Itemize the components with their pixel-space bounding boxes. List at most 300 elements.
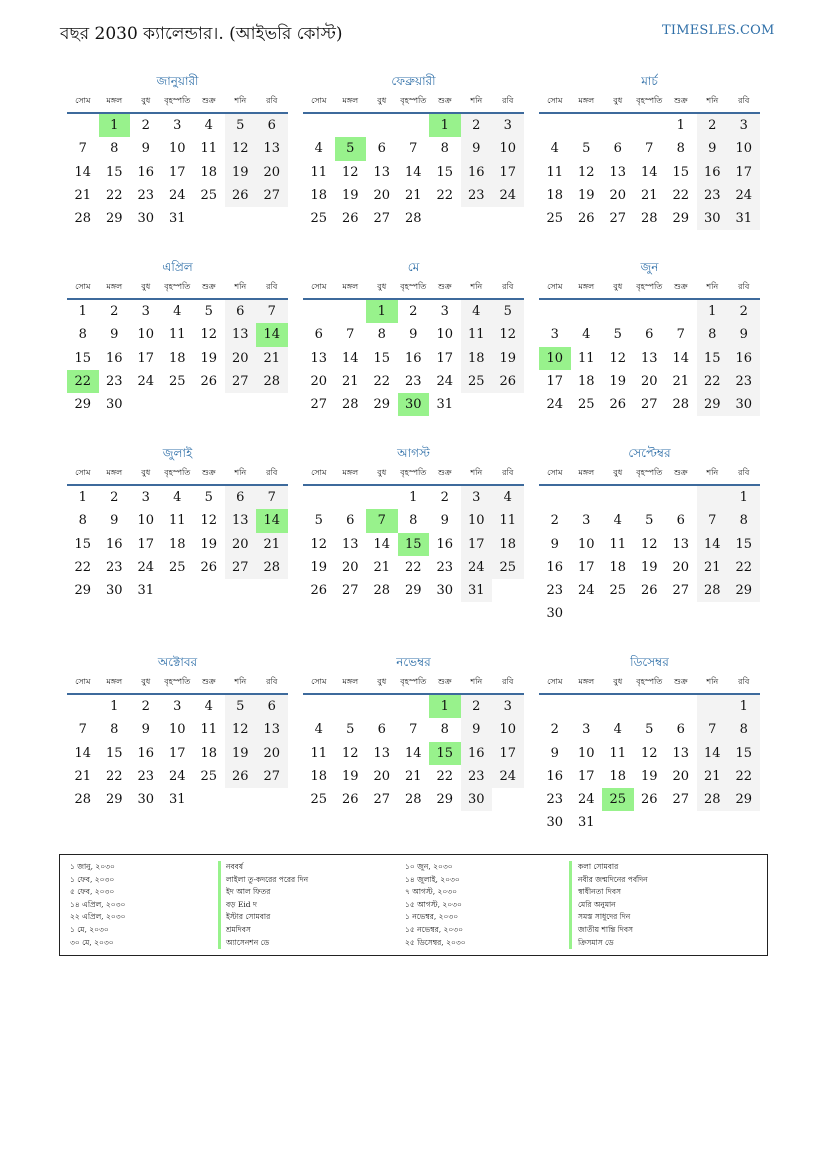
day-cell[interactable]: 29 (105, 211, 123, 227)
day-cell[interactable]: 12 (577, 164, 595, 180)
day-cell[interactable]: 17 (577, 768, 595, 784)
day-cell[interactable]: 18 (609, 559, 627, 575)
day-cell[interactable]: 6 (225, 300, 257, 323)
day-cell[interactable]: 7 (256, 486, 288, 509)
holiday-day-cell[interactable]: 22 (67, 370, 99, 393)
day-cell[interactable]: 12 (225, 718, 257, 741)
day-cell[interactable]: 27 (225, 556, 257, 579)
day-cell[interactable]: 14 (404, 745, 422, 761)
day-cell[interactable]: 30 (137, 792, 155, 808)
day-cell[interactable]: 24 (168, 768, 186, 784)
day-cell[interactable]: 17 (577, 559, 595, 575)
day-cell[interactable]: 16 (404, 350, 422, 366)
day-cell[interactable]: 28 (373, 583, 391, 599)
day-cell[interactable]: 17 (492, 161, 524, 184)
holiday-day-cell[interactable]: 14 (256, 323, 288, 346)
day-cell[interactable]: 15 (436, 164, 454, 180)
day-cell[interactable]: 28 (404, 211, 422, 227)
day-cell[interactable]: 9 (461, 718, 493, 741)
day-cell[interactable]: 13 (256, 137, 288, 160)
day-cell[interactable]: 25 (310, 211, 328, 227)
day-cell[interactable]: 14 (697, 533, 729, 556)
day-cell[interactable]: 2 (461, 114, 493, 137)
day-cell[interactable]: 2 (141, 118, 150, 133)
day-cell[interactable]: 5 (225, 695, 257, 718)
holiday-day-cell[interactable]: 14 (256, 509, 288, 532)
day-cell[interactable]: 24 (546, 397, 564, 413)
day-cell[interactable]: 28 (74, 211, 92, 227)
day-cell[interactable]: 21 (404, 768, 422, 784)
day-cell[interactable]: 2 (110, 304, 119, 319)
day-cell[interactable]: 5 (204, 304, 213, 319)
day-cell[interactable]: 14 (404, 164, 422, 180)
day-cell[interactable]: 13 (609, 164, 627, 180)
day-cell[interactable]: 14 (373, 536, 391, 552)
day-cell[interactable]: 26 (640, 792, 658, 808)
day-cell[interactable]: 8 (440, 722, 449, 738)
day-cell[interactable]: 12 (310, 536, 328, 552)
holiday-day-cell[interactable]: 10 (539, 347, 571, 370)
day-cell[interactable]: 9 (110, 513, 119, 529)
day-cell[interactable]: 26 (310, 583, 328, 599)
day-cell[interactable]: 6 (314, 327, 323, 343)
day-cell[interactable]: 22 (105, 187, 123, 203)
day-cell[interactable]: 3 (173, 699, 182, 714)
day-cell[interactable]: 20 (373, 187, 391, 203)
day-cell[interactable]: 1 (110, 699, 119, 714)
day-cell[interactable]: 8 (697, 323, 729, 346)
day-cell[interactable]: 15 (74, 350, 92, 366)
day-cell[interactable]: 27 (256, 184, 288, 207)
day-cell[interactable]: 18 (577, 373, 595, 389)
day-cell[interactable]: 14 (74, 745, 92, 761)
day-cell[interactable]: 3 (582, 722, 591, 738)
day-cell[interactable]: 11 (310, 745, 328, 761)
day-cell[interactable]: 10 (492, 137, 524, 160)
day-cell[interactable]: 15 (728, 533, 760, 556)
day-cell[interactable]: 24 (168, 187, 186, 203)
day-cell[interactable]: 7 (78, 722, 87, 738)
day-cell[interactable]: 29 (74, 397, 92, 413)
day-cell[interactable]: 9 (141, 722, 150, 738)
day-cell[interactable]: 14 (341, 350, 359, 366)
day-cell[interactable]: 10 (577, 536, 595, 552)
day-cell[interactable]: 27 (640, 397, 658, 413)
day-cell[interactable]: 29 (697, 393, 729, 416)
day-cell[interactable]: 3 (440, 304, 449, 319)
day-cell[interactable]: 11 (168, 513, 186, 529)
day-cell[interactable]: 2 (697, 114, 729, 137)
day-cell[interactable]: 15 (105, 164, 123, 180)
day-cell[interactable]: 19 (225, 161, 257, 184)
day-cell[interactable]: 4 (613, 722, 622, 738)
day-cell[interactable]: 28 (341, 397, 359, 413)
day-cell[interactable]: 19 (640, 559, 658, 575)
day-cell[interactable]: 23 (461, 765, 493, 788)
day-cell[interactable]: 31 (728, 207, 760, 230)
day-cell[interactable]: 7 (645, 141, 654, 157)
day-cell[interactable]: 2 (440, 490, 449, 505)
day-cell[interactable]: 18 (200, 164, 218, 180)
day-cell[interactable]: 22 (697, 370, 729, 393)
day-cell[interactable]: 1 (78, 490, 87, 505)
day-cell[interactable]: 22 (404, 559, 422, 575)
day-cell[interactable]: 25 (168, 559, 186, 575)
day-cell[interactable]: 15 (672, 164, 690, 180)
day-cell[interactable]: 24 (728, 184, 760, 207)
day-cell[interactable]: 4 (173, 490, 182, 505)
day-cell[interactable]: 29 (436, 792, 454, 808)
day-cell[interactable]: 25 (577, 397, 595, 413)
day-cell[interactable]: 26 (341, 211, 359, 227)
day-cell[interactable]: 6 (645, 327, 654, 343)
day-cell[interactable]: 16 (137, 164, 155, 180)
day-cell[interactable]: 4 (582, 327, 591, 343)
day-cell[interactable]: 22 (728, 556, 760, 579)
day-cell[interactable]: 1 (78, 304, 87, 319)
day-cell[interactable]: 30 (546, 815, 564, 831)
day-cell[interactable]: 17 (436, 350, 454, 366)
day-cell[interactable]: 13 (225, 509, 257, 532)
day-cell[interactable]: 13 (373, 745, 391, 761)
day-cell[interactable]: 19 (200, 536, 218, 552)
day-cell[interactable]: 3 (461, 486, 493, 509)
day-cell[interactable]: 19 (492, 347, 524, 370)
day-cell[interactable]: 12 (200, 327, 218, 343)
day-cell[interactable]: 26 (341, 792, 359, 808)
day-cell[interactable]: 9 (409, 327, 418, 343)
day-cell[interactable]: 17 (168, 745, 186, 761)
day-cell[interactable]: 2 (728, 300, 760, 323)
holiday-day-cell[interactable]: 30 (398, 393, 430, 416)
day-cell[interactable]: 18 (492, 533, 524, 556)
day-cell[interactable]: 4 (613, 513, 622, 529)
day-cell[interactable]: 22 (105, 768, 123, 784)
day-cell[interactable]: 18 (609, 768, 627, 784)
day-cell[interactable]: 13 (341, 536, 359, 552)
day-cell[interactable]: 13 (256, 718, 288, 741)
day-cell[interactable]: 6 (676, 722, 685, 738)
day-cell[interactable]: 16 (105, 536, 123, 552)
day-cell[interactable]: 29 (728, 579, 760, 602)
day-cell[interactable]: 6 (377, 722, 386, 738)
day-cell[interactable]: 18 (546, 187, 564, 203)
day-cell[interactable]: 28 (697, 579, 729, 602)
day-cell[interactable]: 11 (577, 350, 595, 366)
day-cell[interactable]: 7 (697, 509, 729, 532)
day-cell[interactable]: 27 (672, 792, 690, 808)
day-cell[interactable]: 7 (676, 327, 685, 343)
day-cell[interactable]: 14 (74, 164, 92, 180)
day-cell[interactable]: 13 (373, 164, 391, 180)
day-cell[interactable]: 22 (373, 373, 391, 389)
day-cell[interactable]: 9 (728, 323, 760, 346)
holiday-day-cell[interactable]: 1 (99, 114, 131, 137)
day-cell[interactable]: 27 (373, 211, 391, 227)
holiday-day-cell[interactable]: 1 (366, 300, 398, 323)
day-cell[interactable]: 20 (672, 768, 690, 784)
day-cell[interactable]: 2 (409, 304, 418, 319)
day-cell[interactable]: 28 (697, 788, 729, 811)
day-cell[interactable]: 6 (346, 513, 355, 529)
day-cell[interactable]: 9 (440, 513, 449, 529)
day-cell[interactable]: 21 (697, 556, 729, 579)
day-cell[interactable]: 23 (137, 187, 155, 203)
day-cell[interactable]: 7 (697, 718, 729, 741)
day-cell[interactable]: 5 (204, 490, 213, 505)
day-cell[interactable]: 14 (672, 350, 690, 366)
day-cell[interactable]: 12 (609, 350, 627, 366)
day-cell[interactable]: 2 (110, 490, 119, 505)
day-cell[interactable]: 13 (672, 745, 690, 761)
day-cell[interactable]: 21 (256, 533, 288, 556)
day-cell[interactable]: 4 (461, 300, 493, 323)
day-cell[interactable]: 17 (546, 373, 564, 389)
day-cell[interactable]: 4 (314, 141, 323, 157)
day-cell[interactable]: 13 (225, 323, 257, 346)
day-cell[interactable]: 6 (256, 695, 288, 718)
day-cell[interactable]: 26 (492, 370, 524, 393)
day-cell[interactable]: 23 (137, 768, 155, 784)
holiday-day-cell[interactable]: 7 (366, 509, 398, 532)
day-cell[interactable]: 19 (609, 373, 627, 389)
day-cell[interactable]: 9 (697, 137, 729, 160)
day-cell[interactable]: 22 (436, 768, 454, 784)
day-cell[interactable]: 8 (78, 327, 87, 343)
day-cell[interactable]: 1 (676, 118, 685, 133)
day-cell[interactable]: 17 (492, 742, 524, 765)
day-cell[interactable]: 6 (225, 486, 257, 509)
day-cell[interactable]: 8 (377, 327, 386, 343)
day-cell[interactable]: 12 (341, 745, 359, 761)
day-cell[interactable]: 25 (200, 768, 218, 784)
day-cell[interactable]: 31 (168, 792, 186, 808)
day-cell[interactable]: 12 (640, 745, 658, 761)
day-cell[interactable]: 29 (728, 788, 760, 811)
day-cell[interactable]: 26 (577, 211, 595, 227)
day-cell[interactable]: 16 (461, 161, 493, 184)
day-cell[interactable]: 21 (341, 373, 359, 389)
day-cell[interactable]: 12 (492, 323, 524, 346)
day-cell[interactable]: 17 (461, 533, 493, 556)
day-cell[interactable]: 6 (613, 141, 622, 157)
day-cell[interactable]: 8 (110, 141, 119, 157)
day-cell[interactable]: 12 (200, 513, 218, 529)
day-cell[interactable]: 22 (74, 559, 92, 575)
day-cell[interactable]: 4 (173, 304, 182, 319)
day-cell[interactable]: 30 (436, 583, 454, 599)
holiday-day-cell[interactable]: 1 (429, 695, 461, 718)
day-cell[interactable]: 19 (310, 559, 328, 575)
day-cell[interactable]: 17 (137, 536, 155, 552)
day-cell[interactable]: 13 (310, 350, 328, 366)
day-cell[interactable]: 31 (137, 583, 155, 599)
day-cell[interactable]: 27 (609, 211, 627, 227)
day-cell[interactable]: 10 (168, 722, 186, 738)
day-cell[interactable]: 9 (461, 137, 493, 160)
day-cell[interactable]: 15 (74, 536, 92, 552)
day-cell[interactable]: 21 (672, 373, 690, 389)
day-cell[interactable]: 21 (640, 187, 658, 203)
day-cell[interactable]: 20 (672, 559, 690, 575)
day-cell[interactable]: 12 (640, 536, 658, 552)
day-cell[interactable]: 4 (204, 699, 213, 714)
day-cell[interactable]: 2 (550, 513, 559, 529)
day-cell[interactable]: 5 (582, 141, 591, 157)
day-cell[interactable]: 30 (461, 788, 493, 811)
day-cell[interactable]: 3 (582, 513, 591, 529)
day-cell[interactable]: 3 (141, 304, 150, 319)
day-cell[interactable]: 21 (404, 187, 422, 203)
day-cell[interactable]: 24 (436, 373, 454, 389)
day-cell[interactable]: 12 (341, 164, 359, 180)
day-cell[interactable]: 26 (200, 559, 218, 575)
day-cell[interactable]: 11 (492, 509, 524, 532)
day-cell[interactable]: 29 (373, 397, 391, 413)
day-cell[interactable]: 26 (640, 583, 658, 599)
day-cell[interactable]: 27 (373, 792, 391, 808)
day-cell[interactable]: 11 (200, 141, 218, 157)
day-cell[interactable]: 9 (550, 745, 559, 761)
day-cell[interactable]: 5 (645, 722, 654, 738)
day-cell[interactable]: 19 (225, 742, 257, 765)
day-cell[interactable]: 12 (225, 137, 257, 160)
day-cell[interactable]: 20 (310, 373, 328, 389)
day-cell[interactable]: 28 (74, 792, 92, 808)
day-cell[interactable]: 28 (404, 792, 422, 808)
day-cell[interactable]: 10 (492, 718, 524, 741)
day-cell[interactable]: 23 (697, 184, 729, 207)
day-cell[interactable]: 25 (310, 792, 328, 808)
day-cell[interactable]: 20 (256, 161, 288, 184)
day-cell[interactable]: 13 (672, 536, 690, 552)
day-cell[interactable]: 5 (225, 114, 257, 137)
day-cell[interactable]: 9 (141, 141, 150, 157)
day-cell[interactable]: 27 (341, 583, 359, 599)
day-cell[interactable]: 27 (256, 765, 288, 788)
day-cell[interactable]: 26 (225, 184, 257, 207)
day-cell[interactable]: 1 (697, 300, 729, 323)
day-cell[interactable]: 11 (546, 164, 564, 180)
day-cell[interactable]: 3 (141, 490, 150, 505)
day-cell[interactable]: 11 (609, 536, 627, 552)
day-cell[interactable]: 30 (105, 583, 123, 599)
day-cell[interactable]: 24 (137, 559, 155, 575)
day-cell[interactable]: 29 (672, 211, 690, 227)
day-cell[interactable]: 4 (492, 486, 524, 509)
day-cell[interactable]: 8 (78, 513, 87, 529)
day-cell[interactable]: 11 (168, 327, 186, 343)
day-cell[interactable]: 11 (310, 164, 328, 180)
day-cell[interactable]: 6 (256, 114, 288, 137)
day-cell[interactable]: 30 (697, 207, 729, 230)
day-cell[interactable]: 24 (137, 373, 155, 389)
day-cell[interactable]: 5 (645, 513, 654, 529)
day-cell[interactable]: 23 (728, 370, 760, 393)
day-cell[interactable]: 17 (137, 350, 155, 366)
day-cell[interactable]: 30 (546, 606, 564, 622)
day-cell[interactable]: 26 (200, 373, 218, 389)
day-cell[interactable]: 23 (105, 373, 123, 389)
day-cell[interactable]: 19 (577, 187, 595, 203)
day-cell[interactable]: 3 (728, 114, 760, 137)
day-cell[interactable]: 15 (728, 742, 760, 765)
day-cell[interactable]: 4 (314, 722, 323, 738)
holiday-day-cell[interactable]: 5 (335, 137, 367, 160)
day-cell[interactable]: 7 (256, 300, 288, 323)
day-cell[interactable]: 20 (640, 373, 658, 389)
holiday-day-cell[interactable]: 1 (429, 114, 461, 137)
day-cell[interactable]: 3 (550, 327, 559, 343)
day-cell[interactable]: 11 (461, 323, 493, 346)
day-cell[interactable]: 16 (436, 536, 454, 552)
day-cell[interactable]: 15 (697, 347, 729, 370)
day-cell[interactable]: 24 (492, 765, 524, 788)
day-cell[interactable]: 29 (74, 583, 92, 599)
day-cell[interactable]: 10 (728, 137, 760, 160)
day-cell[interactable]: 9 (550, 536, 559, 552)
day-cell[interactable]: 16 (461, 742, 493, 765)
day-cell[interactable]: 1 (728, 486, 760, 509)
day-cell[interactable]: 25 (609, 583, 627, 599)
day-cell[interactable]: 23 (105, 559, 123, 575)
day-cell[interactable]: 7 (409, 141, 418, 157)
day-cell[interactable]: 6 (676, 513, 685, 529)
day-cell[interactable]: 18 (310, 768, 328, 784)
day-cell[interactable]: 11 (200, 722, 218, 738)
day-cell[interactable]: 19 (341, 768, 359, 784)
day-cell[interactable]: 23 (404, 373, 422, 389)
day-cell[interactable]: 3 (492, 695, 524, 718)
day-cell[interactable]: 5 (314, 513, 323, 529)
day-cell[interactable]: 28 (256, 370, 288, 393)
day-cell[interactable]: 10 (577, 745, 595, 761)
day-cell[interactable]: 23 (546, 583, 564, 599)
day-cell[interactable]: 21 (74, 187, 92, 203)
day-cell[interactable]: 16 (546, 559, 564, 575)
day-cell[interactable]: 18 (168, 350, 186, 366)
day-cell[interactable]: 31 (436, 397, 454, 413)
day-cell[interactable]: 25 (461, 370, 493, 393)
day-cell[interactable]: 27 (672, 583, 690, 599)
day-cell[interactable]: 24 (492, 184, 524, 207)
day-cell[interactable]: 10 (436, 327, 454, 343)
day-cell[interactable]: 20 (609, 187, 627, 203)
day-cell[interactable]: 7 (78, 141, 87, 157)
day-cell[interactable]: 22 (436, 187, 454, 203)
day-cell[interactable]: 29 (404, 583, 422, 599)
day-cell[interactable]: 23 (436, 559, 454, 575)
holiday-day-cell[interactable]: 25 (602, 788, 634, 811)
day-cell[interactable]: 24 (461, 556, 493, 579)
day-cell[interactable]: 19 (341, 187, 359, 203)
day-cell[interactable]: 8 (440, 141, 449, 157)
day-cell[interactable]: 8 (110, 722, 119, 738)
day-cell[interactable]: 17 (168, 164, 186, 180)
day-cell[interactable]: 26 (225, 765, 257, 788)
day-cell[interactable]: 15 (373, 350, 391, 366)
day-cell[interactable]: 14 (697, 742, 729, 765)
day-cell[interactable]: 20 (373, 768, 391, 784)
day-cell[interactable]: 22 (728, 765, 760, 788)
day-cell[interactable]: 14 (640, 164, 658, 180)
day-cell[interactable]: 4 (204, 118, 213, 133)
day-cell[interactable]: 13 (640, 350, 658, 366)
day-cell[interactable]: 7 (409, 722, 418, 738)
day-cell[interactable]: 16 (728, 347, 760, 370)
day-cell[interactable]: 25 (546, 211, 564, 227)
day-cell[interactable]: 1 (728, 695, 760, 718)
